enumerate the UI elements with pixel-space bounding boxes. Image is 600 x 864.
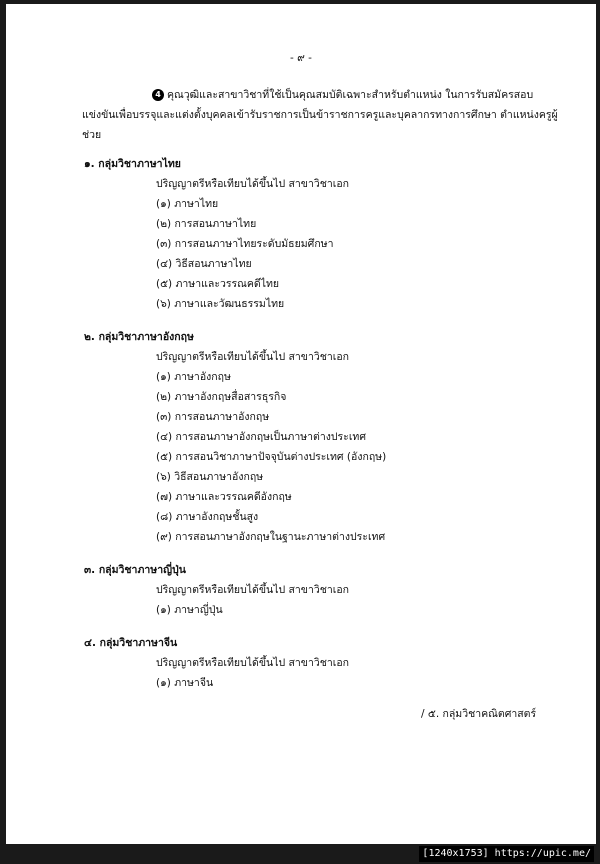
degree-requirement: ปริญญาตรีหรือเทียบได้ขึ้นไป สาขาวิชาเอก — [156, 351, 350, 363]
list-item: (๖) วิธีสอนภาษาอังกฤษ — [156, 471, 264, 483]
list-item: (๓) การสอนภาษาไทยระดับมัธยมศึกษา — [156, 238, 334, 250]
list-item: (๔) วิธีสอนภาษาไทย — [156, 258, 252, 270]
group-title-japanese: ๓. กลุ่มวิชาภาษาญี่ปุ่น — [84, 564, 186, 576]
group-title-chinese: ๔. กลุ่มวิชาภาษาจีน — [84, 637, 178, 649]
degree-requirement: ปริญญาตรีหรือเทียบได้ขึ้นไป สาขาวิชาเอก — [156, 657, 350, 669]
document-page — [6, 4, 596, 844]
list-item: (๗) ภาษาและวรรณคดีอังกฤษ — [156, 491, 292, 503]
list-item: (๕) การสอนวิชาภาษาปัจจุบันต่างประเทศ (อังกฤษ) — [156, 451, 387, 463]
list-item: (๖) ภาษาและวัฒนธรรมไทย — [156, 298, 285, 310]
list-item: (๒) การสอนภาษาไทย — [156, 218, 257, 230]
list-item: (๔) การสอนภาษาอังกฤษเป็นภาษาต่างประเทศ — [156, 431, 366, 443]
list-item: (๑) ภาษาญี่ปุ่น — [156, 604, 223, 616]
page-number: - ๙ - — [290, 52, 312, 64]
list-item: (๒) ภาษาอังกฤษสื่อสารธุรกิจ — [156, 391, 287, 403]
list-item: (๙) การสอนภาษาอังกฤษในฐานะภาษาต่างประเทศ — [156, 531, 386, 543]
group-title-english: ๒. กลุ่มวิชาภาษาอังกฤษ — [84, 331, 194, 343]
list-item: (๓) การสอนภาษาอังกฤษ — [156, 411, 270, 423]
image-source-banner: [1240x1753] https://upic.me/ — [419, 846, 594, 862]
next-page-reference: / ๕. กลุ่มวิชาคณิตศาสตร์ — [421, 708, 537, 720]
numbered-circle-marker: 4 — [152, 89, 164, 101]
degree-requirement: ปริญญาตรีหรือเทียบได้ขึ้นไป สาขาวิชาเอก — [156, 584, 350, 596]
list-item: (๑) ภาษาไทย — [156, 198, 219, 210]
list-item: (๕) ภาษาและวรรณคดีไทย — [156, 278, 280, 290]
list-item: (๘) ภาษาอังกฤษชั้นสูง — [156, 511, 259, 523]
list-item: (๑) ภาษาอังกฤษ — [156, 371, 231, 383]
group-title-thai: ๑. กลุ่มวิชาภาษาไทย — [84, 158, 181, 170]
intro-paragraph — [82, 85, 562, 145]
intro-text: คุณวุฒิและสาขาวิชาที่ใช้เป็นคุณสมบัติเฉพาะสำหรับตำแหน่ง ในการรับสมัครสอบแข่งขันเพื่อบรรจุและแต่งตั้งบุคคลเข้ารับราชการเป็นข้าราชการครูและบุคลากรทางการศึกษา ตำแหน่งครูผู้ช่วย — [82, 89, 558, 141]
list-item: (๑) ภาษาจีน — [156, 677, 214, 689]
degree-requirement: ปริญญาตรีหรือเทียบได้ขึ้นไป สาขาวิชาเอก — [156, 178, 350, 190]
